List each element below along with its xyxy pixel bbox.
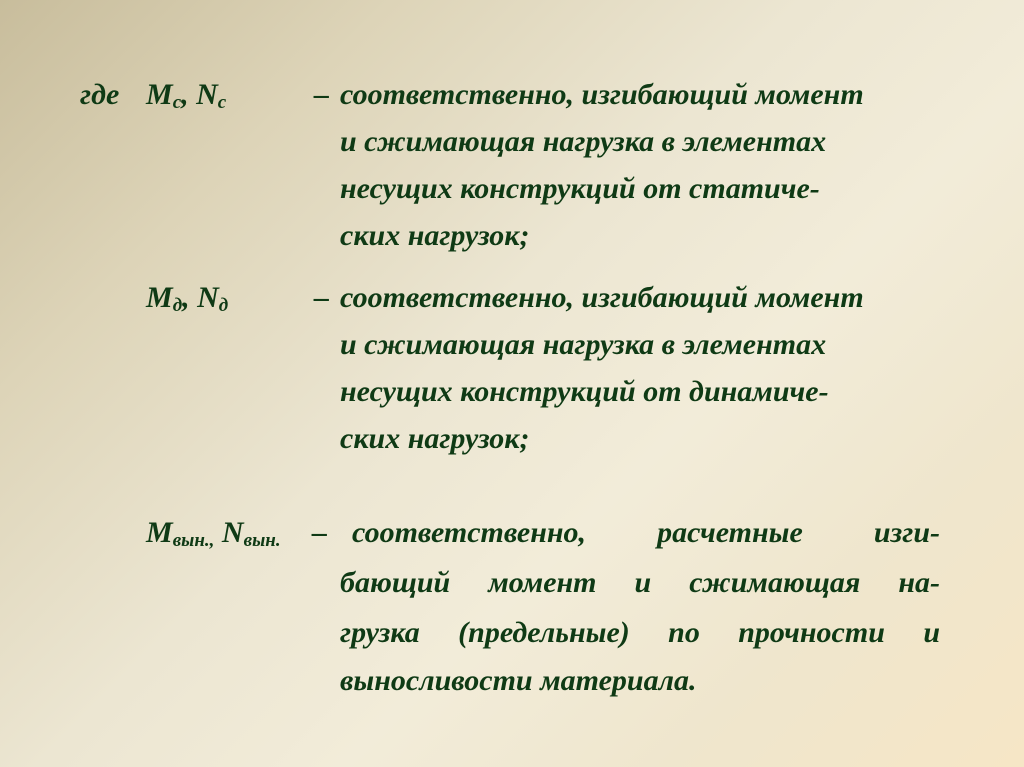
definition-line-justified: соответственно, расчетные изги- [352,516,940,549]
definition-line: и сжимающая нагрузка в элементах [340,328,827,361]
definition-dash: – [312,516,327,549]
definition-line-justified: бающий момент и сжимающая на- [340,566,940,599]
definition-line-justified: грузка (предельные) по прочности и [340,616,940,649]
definition-dash: – [314,78,329,111]
symbol-mc-nc: Mc, Nc [146,78,227,113]
where-label: где [80,78,120,111]
symbol-mvyn-nvyn: Mвын., Nвын. [146,516,281,551]
definition-line: соответственно, изгибающий момент [340,78,864,111]
definition-line: и сжимающая нагрузка в элементах [340,125,827,158]
definition-line: ских нагрузок; [340,219,530,252]
definition-line: соответственно, изгибающий момент [340,281,864,314]
definition-line: несущих конструкций от статиче- [340,172,820,205]
definition-line: ских нагрузок; [340,422,530,455]
symbol-md-nd: Mд, Nд [146,281,229,316]
definition-line: выносливости материала. [340,664,697,697]
definition-dash: – [314,281,329,314]
definition-line: несущих конструкций от динамиче- [340,375,829,408]
